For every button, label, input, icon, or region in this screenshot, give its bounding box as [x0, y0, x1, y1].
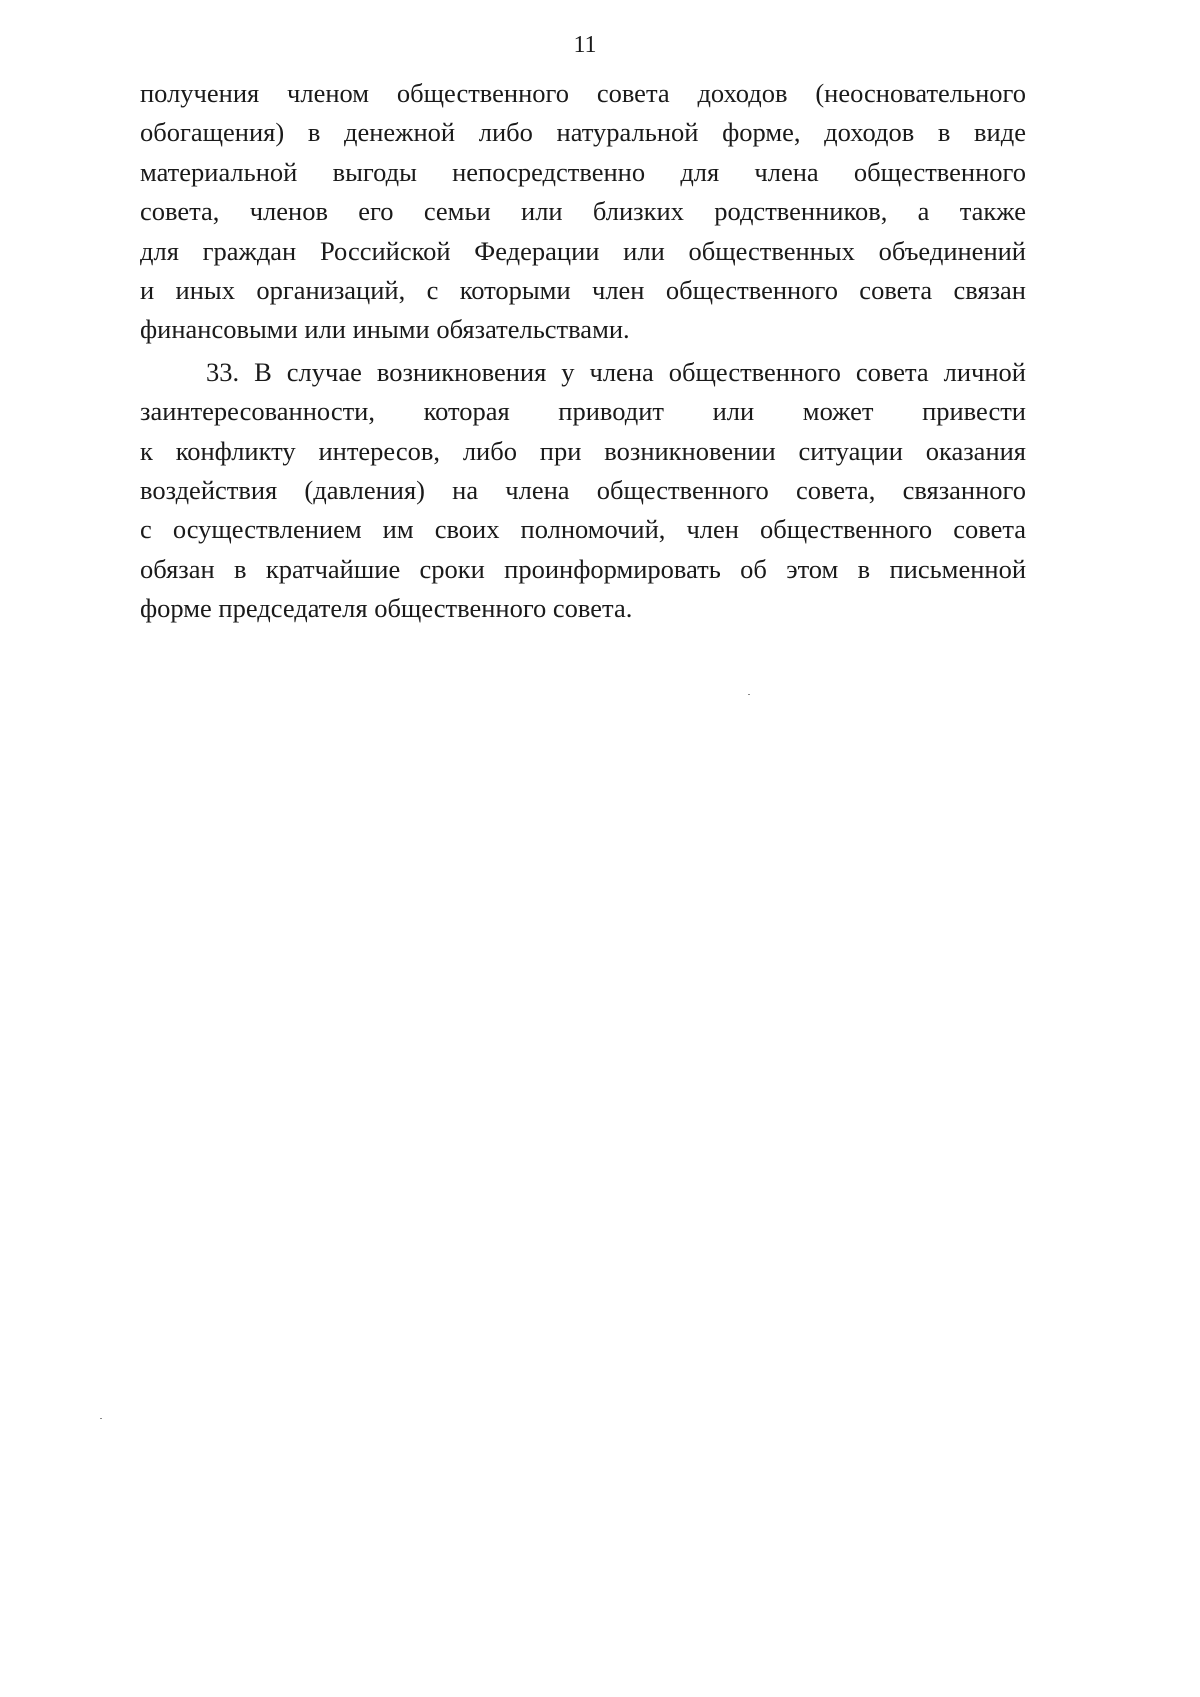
- text-line: 33. В случае возникновения у члена общественного совета личной: [206, 356, 1026, 387]
- paragraph-continuation: [140, 74, 1026, 350]
- text-line: к конфликту интересов, либо при возникновении ситуации оказания: [140, 435, 1026, 466]
- scan-speck: [100, 1418, 102, 1419]
- text-line: получения членом общественного совета доходов (неосновательного: [140, 78, 1026, 108]
- text-line: совета, членов его семьи или близких родственников, а также: [140, 196, 1026, 227]
- text-line: обязан в кратчайшие сроки проинформировать об этом в письменной: [140, 553, 1026, 584]
- scan-speck: [748, 694, 750, 695]
- text-line: и иных организаций, с которыми член общественного совета связан: [140, 274, 1026, 305]
- text-line: обогащения) в денежной либо натуральной форме, доходов в виде: [140, 117, 1026, 148]
- text-line: материальной выгоды непосредственно для члена общественного: [140, 156, 1026, 187]
- text-line: с осуществлением им своих полномочий, член общественного совета: [140, 514, 1026, 545]
- text-line: воздействия (давления) на члена общественного совета, связанного: [140, 474, 1026, 505]
- document-body: [140, 74, 1026, 628]
- text-line: форме председателя общественного совета.: [140, 593, 633, 624]
- text-line: для граждан Российской Федерации или общественных объединений: [140, 235, 1026, 266]
- page-number: 11: [573, 32, 597, 58]
- text-line: заинтересованности, которая приводит или может привести: [140, 396, 1026, 427]
- text-line: финансовыми или иными обязательствами.: [140, 314, 630, 345]
- paragraph-33: [140, 353, 1026, 629]
